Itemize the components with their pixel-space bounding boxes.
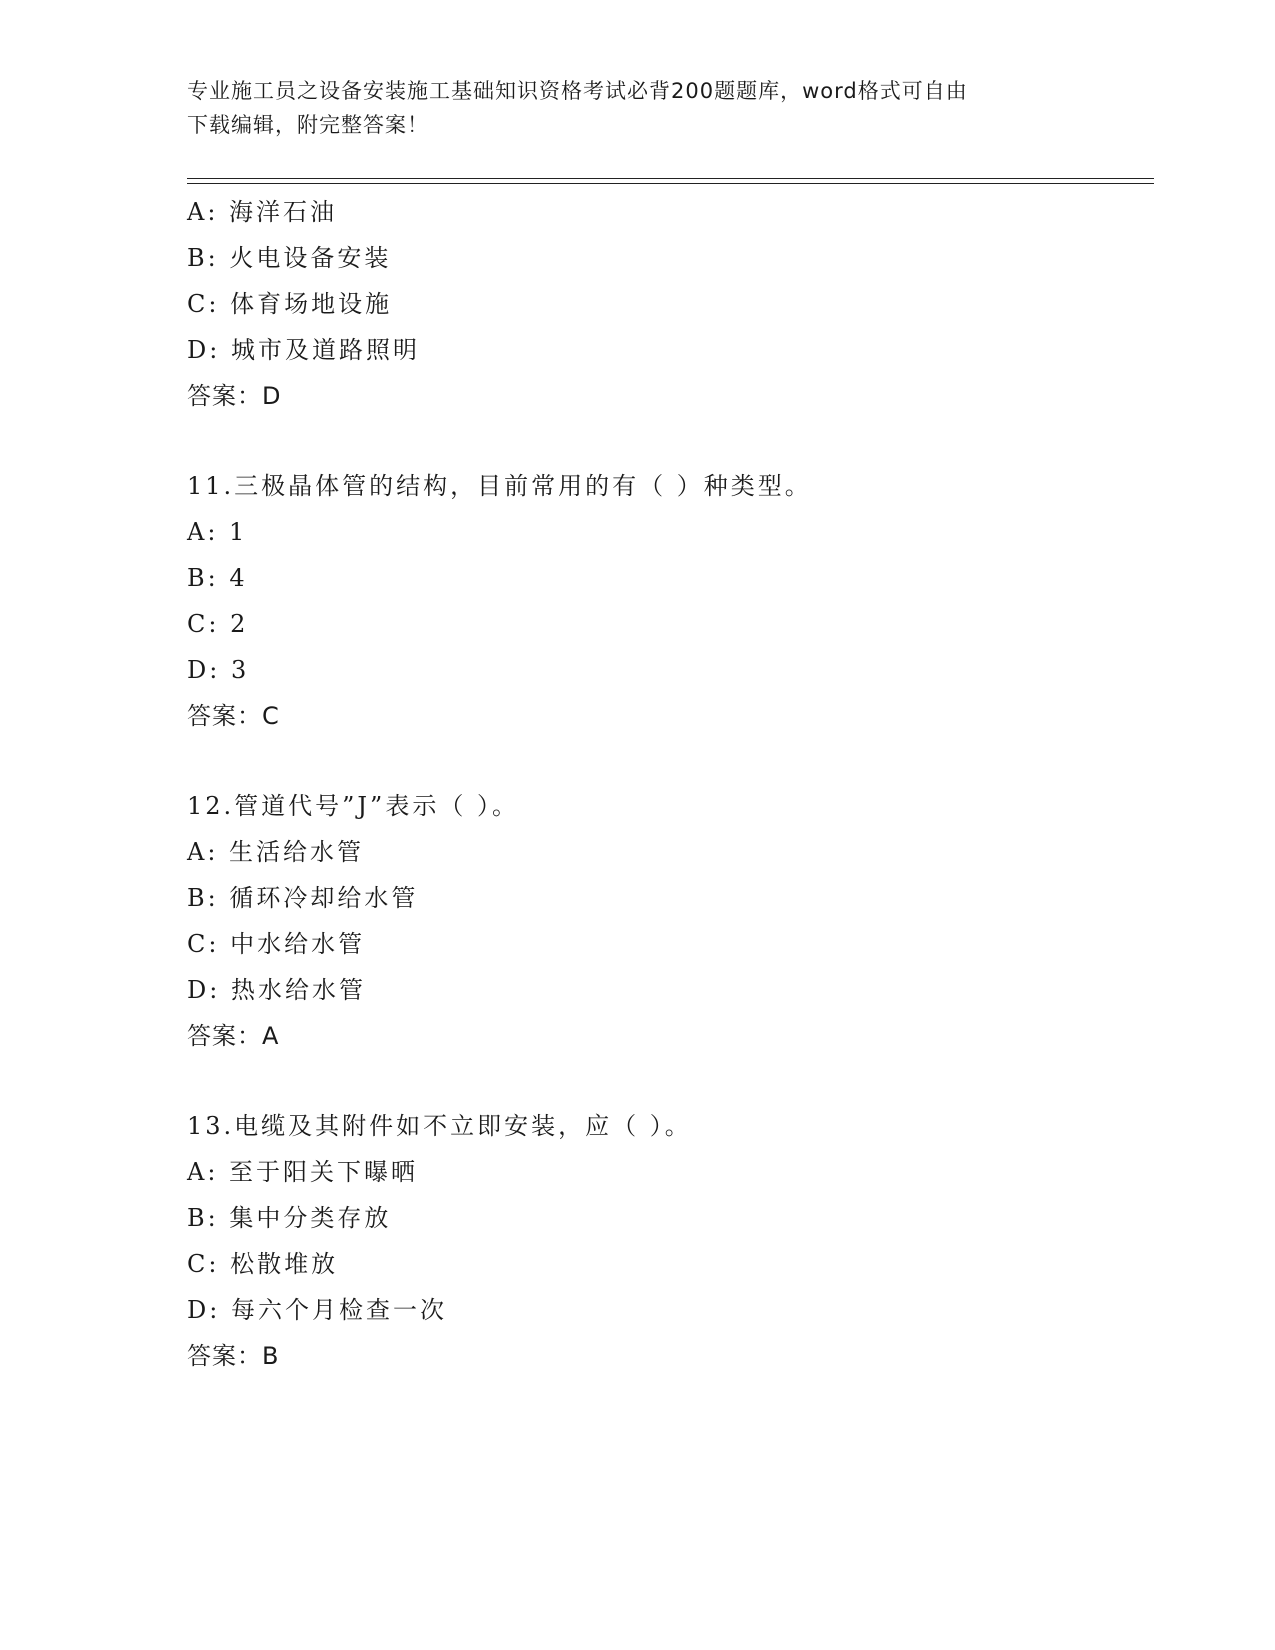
document-header: [187, 74, 1067, 142]
option-b: B: 火电设备安装: [187, 244, 392, 272]
answer-line: 答案：D: [187, 382, 282, 410]
option-c: C: 中水给水管: [187, 930, 366, 958]
option-c: C: 体育场地设施: [187, 290, 393, 318]
option-d: D: 3: [187, 656, 250, 684]
answer-line: 答案：C: [187, 702, 280, 730]
question-block-prev: [187, 189, 1127, 419]
question-block-13: [187, 1103, 1127, 1379]
answer-line: 答案：A: [187, 1022, 280, 1050]
option-a: A: 1: [187, 518, 248, 546]
option-a: A: 海洋石油: [187, 198, 338, 226]
option-c: C: 2: [187, 610, 249, 638]
header-title-line-1: 专业施工员之设备安装施工基础知识资格考试必背200题题库，word格式可自由: [187, 79, 968, 103]
option-d: D: 每六个月检查一次: [187, 1296, 447, 1324]
question-text: 13.电缆及其附件如不立即安装，应（ ）。: [187, 1112, 692, 1140]
answer-line: 答案：B: [187, 1342, 280, 1370]
option-d: D: 城市及道路照明: [187, 336, 420, 364]
option-b: B: 循环冷却给水管: [187, 884, 419, 912]
option-a: A: 至于阳关下曝晒: [187, 1158, 419, 1186]
option-b: B: 集中分类存放: [187, 1204, 392, 1232]
option-b: B: 4: [187, 564, 248, 592]
header-divider-top: [187, 178, 1154, 179]
header-title-line-2: 下载编辑，附完整答案！: [187, 113, 429, 137]
question-text: 11.三极晶体管的结构，目前常用的有（ ）种类型。: [187, 472, 812, 500]
question-list: [187, 189, 1127, 1379]
option-d: D: 热水给水管: [187, 976, 366, 1004]
question-block-11: [187, 463, 1127, 739]
question-text: 12.管道代号”J”表示（ ）。: [187, 792, 519, 820]
option-c: C: 松散堆放: [187, 1250, 339, 1278]
header-divider-bottom: [187, 183, 1154, 184]
question-block-12: [187, 783, 1127, 1059]
option-a: A: 生活给水管: [187, 838, 365, 866]
